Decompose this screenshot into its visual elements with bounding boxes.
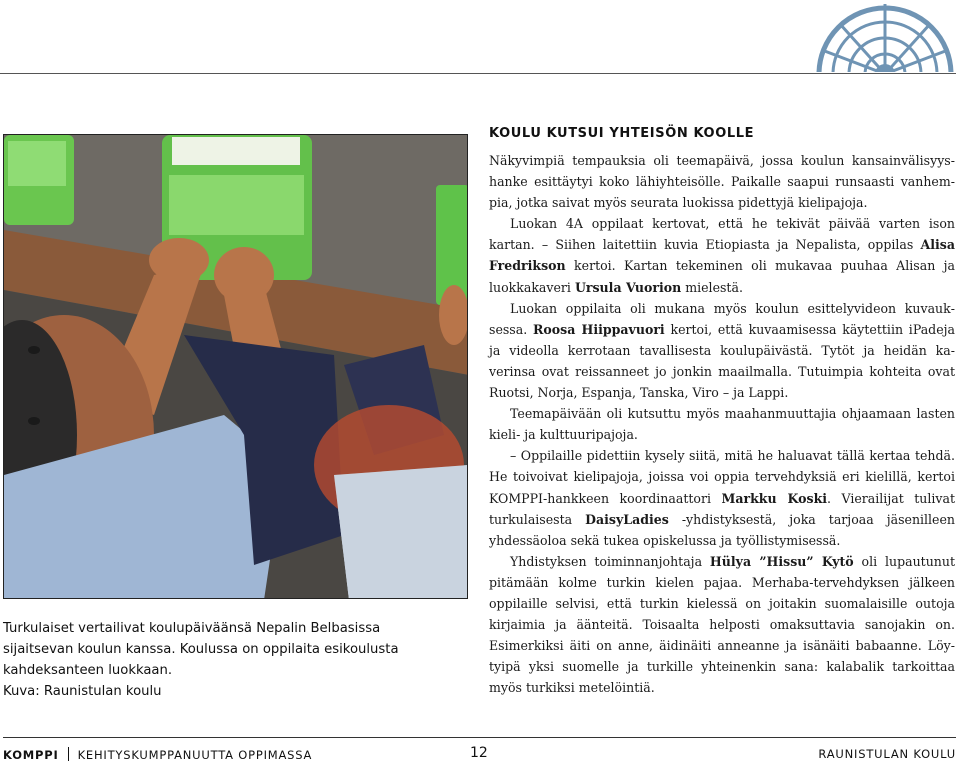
footer-brand: KOMPPI (3, 748, 59, 762)
paragraph-2: Luokan 4A oppilaat kertovat, että he tekivät päivää varten ison kartan. – Siihen laitettiin kuvia Etiopiasta ja Nepalista, oppilas Alisa Fredrikson kertoi. Kartan tekeminen oli mukavaa puuhaa Alisan ja luokkakaveri Ursula Vuorion mielestä. (489, 216, 955, 295)
paragraph-6: Yhdistyksen toiminnanjohtaja Hülya ”Hissu” Kytö oli lupautunut pitämään kolme turkin kielen pajaa. Merhaba-tervehdyksen jälkeen oppilaille selvisi, että turkin kielessä on joitakin suomalaisille outoja kirjaimia ja äänteitä. Toisaalta helposti omaksuttavia sanojakin on. Esimerkiksi äiti on anne, äidinäiti anneanne ja isänäiti babaanne. Löytyipä yksi suomelle ja turkille yhteinenkin sana: kalabalik tarkoittaa myös turkiksi metelöintiä. (489, 553, 955, 696)
footer-rule (3, 737, 956, 738)
person-name: Alisa Fredrikson (489, 237, 955, 274)
article-heading: KOULU KUTSUI YHTEISÖN KOOLLE (489, 126, 755, 141)
paragraph-1: Näkyvimpiä tempauksia oli teemapäivä, jossa koulun kansainvälisyyshanke esittäytyi koko lähiyhteisölle. Paikalle saapui runsaasti vanhempia, jotka saivat myös seurata luokissa pidettyjä kielipajoja. (489, 153, 955, 211)
paragraph-5: – Oppilaille pidettiin kysely siitä, mitä he haluavat tällä kertaa tehdä. He toivoivat kielipajoja, joissa voi oppia tervehdyksiä eri kielillä, kertoi KOMPPI-hankkeen koordinaattori Markku Koski. Vierailijat tulivat turkulaisesta DaisyLadies -yhdistyksestä, joka tarjoaa jäsenilleen yhdessäoloa sekä tukea opiskelussa ja työllistymisessä. (489, 448, 955, 548)
person-name: Hülya ”Hissu” Kytö (709, 553, 854, 569)
person-name: Markku Koski (721, 490, 828, 506)
school-logo (814, 2, 956, 72)
person-name: Roosa Hiippavuori (532, 321, 665, 337)
photo-children-laptops (3, 134, 468, 599)
footer-school: RAUNISTULAN KOULU (818, 747, 956, 761)
paragraph-3: Luokan oppilaita oli mukana myös koulun esittelyvideon kuvauksessa. Roosa Hiippavuori kertoi, että kuvaamisessa käytettiin iPadeja ja videolla kerrotaan tavallisesta koulupäivästä. Tytöt ja heidän kaverinsa ovat reissanneet jo jonkin maailmalla. Tutuimpia kohteita ovat Ruotsi, Norja, Espanja, Tanska, Viro – ja Lappi. (489, 300, 956, 401)
footer-separator (68, 747, 69, 761)
caption-text: Turkulaiset vertailivat koulupäiväänsä Nepalin Belbasissa sijaitsevan koulun kanssa. Koulussa on oppilaita esikoulusta kahdeksanteen luokkaan. (3, 621, 399, 678)
caption-credit: Kuva: Raunistulan koulu (3, 684, 162, 699)
person-name: Ursula Vuorion (574, 279, 682, 295)
footer-subtitle: KEHITYSKUMPPANUUTTA OPPIMASSA (77, 748, 313, 762)
article-body (489, 150, 955, 698)
header-rule (0, 73, 956, 74)
page-number: 12 (470, 745, 488, 761)
photo-caption (3, 618, 453, 702)
page-footer (3, 747, 956, 763)
organization-name: DaisyLadies (585, 511, 669, 527)
paragraph-4: Teemapäivään oli kutsuttu myös maahanmuuttajia ohjaamaan lasten kieli- ja kulttuuripajoja. (489, 406, 955, 443)
